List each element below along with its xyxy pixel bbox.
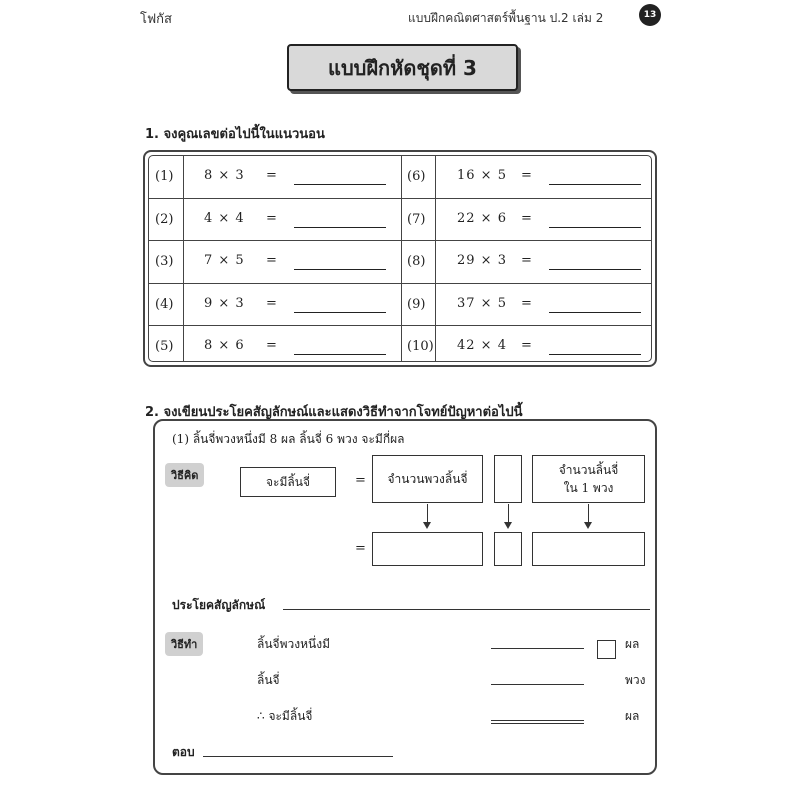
problem-number: (2) xyxy=(155,211,174,227)
operator-box[interactable] xyxy=(494,455,522,503)
equals-sign: = xyxy=(355,473,366,488)
problem-number: (10) xyxy=(407,339,434,355)
bunch-count-box: จำนวนพวงลิ้นจี่ xyxy=(372,455,483,503)
problem-number: (3) xyxy=(155,254,174,270)
answer-label: ตอบ xyxy=(172,745,195,759)
method-row-2-line[interactable] xyxy=(491,684,584,685)
equals-sign: = xyxy=(521,253,532,269)
equals-sign: = xyxy=(521,168,532,183)
answer-blank[interactable] xyxy=(294,269,386,270)
equals-sign: = xyxy=(266,338,277,354)
answer-blank[interactable] xyxy=(294,227,386,228)
method-row-3-line[interactable] xyxy=(491,720,584,721)
down-arrow-icon xyxy=(584,522,592,529)
page-title: แบบฝึกหัดชุดที่ 3 xyxy=(287,44,518,91)
multiplication-expression: 22 × 6 xyxy=(457,210,507,226)
arrow-line xyxy=(588,504,589,523)
equals-sign: = xyxy=(266,295,277,311)
method-row-3-label: ∴ จะมีลิ้นจี่ xyxy=(257,709,313,723)
answer-blank[interactable] xyxy=(294,312,386,313)
question-2-heading: 2. จงเขียนประโยคสัญลักษณ์และแสดงวิธีทำจากโจทย์ปัญหาต่อไปนี้ xyxy=(145,405,523,420)
equals-sign: = xyxy=(521,210,532,226)
word-problem-text: (1) ลิ้นจี่พวงหนึ่งมี 8 ผล ลิ้นจี่ 6 พวง จะมีกี่ผล xyxy=(172,432,405,446)
problem-number: (6) xyxy=(407,169,426,184)
problem-cell xyxy=(401,284,652,327)
multiplication-expression: 8 × 6 xyxy=(204,338,245,354)
per-bunch-line2: ใน 1 พวง xyxy=(563,481,614,495)
per-bunch-box xyxy=(532,455,645,503)
equals-sign: = xyxy=(521,295,532,311)
equals-sign: = xyxy=(266,168,277,183)
method-row-1-line[interactable] xyxy=(491,648,584,649)
problem-cell xyxy=(401,156,652,199)
answer-blank[interactable] xyxy=(549,227,641,228)
problem-cell xyxy=(149,156,401,199)
multiplication-expression: 37 × 5 xyxy=(457,295,507,311)
number-sentence-label: ประโยคสัญลักษณ์ xyxy=(172,598,266,612)
unit-label: ผล xyxy=(625,637,640,651)
arrow-line xyxy=(508,504,509,523)
total-box: จะมีลิ้นจี่ xyxy=(240,467,336,497)
header-left-text: โฟกัส xyxy=(140,12,172,27)
per-bunch-line1: จำนวนลิ้นจี่ xyxy=(558,463,619,477)
answer-blank[interactable] xyxy=(549,184,641,185)
down-arrow-icon xyxy=(504,522,512,529)
unit-label: ผล xyxy=(625,709,640,723)
problem-number: (5) xyxy=(155,339,174,355)
answer-blank[interactable] xyxy=(549,269,641,270)
method-row-2-label: ลิ้นจี่ xyxy=(257,673,280,687)
problem-number: (4) xyxy=(155,296,174,312)
multiplication-expression: 9 × 3 xyxy=(204,295,245,311)
problem-cell xyxy=(149,326,401,362)
operator-square[interactable] xyxy=(597,640,616,659)
problem-cell xyxy=(401,326,652,362)
multiplication-expression: 8 × 3 xyxy=(204,168,245,183)
equals-sign: = xyxy=(521,338,532,354)
unit-label: พวง xyxy=(625,673,646,687)
multiplication-expression: 42 × 4 xyxy=(457,338,507,354)
answer-box-bunches[interactable] xyxy=(372,532,483,566)
answer-blank[interactable] xyxy=(549,354,641,355)
multiplication-expression: 29 × 3 xyxy=(457,253,507,269)
multiplication-table xyxy=(143,150,657,367)
answer-blank[interactable] xyxy=(294,354,386,355)
equals-sign: = xyxy=(266,253,277,269)
page-number-badge: 13 xyxy=(639,4,661,26)
think-tag: วิธีคิด xyxy=(165,463,204,487)
answer-line[interactable] xyxy=(203,756,393,757)
problem-number: (9) xyxy=(407,296,426,312)
problem-cell xyxy=(401,241,652,284)
problem-number: (7) xyxy=(407,211,426,227)
method-tag: วิธีทำ xyxy=(165,632,203,656)
problem-number: (8) xyxy=(407,254,426,270)
equals-sign: = xyxy=(266,210,277,226)
answer-box-operator[interactable] xyxy=(494,532,522,566)
problem-cell xyxy=(149,199,401,242)
equals-sign: = xyxy=(355,541,366,556)
problem-cell xyxy=(149,284,401,327)
double-underline xyxy=(491,723,584,724)
answer-blank[interactable] xyxy=(294,184,386,185)
problem-cell xyxy=(149,241,401,284)
multiplication-expression: 16 × 5 xyxy=(457,168,507,183)
method-row-1-label: ลิ้นจี่พวงหนึ่งมี xyxy=(257,637,330,651)
arrow-line xyxy=(427,504,428,523)
multiplication-expression: 4 × 4 xyxy=(204,210,245,226)
problem-cell xyxy=(401,199,652,242)
answer-box-per-bunch[interactable] xyxy=(532,532,645,566)
header-book-title: แบบฝึกคณิตศาสตร์พื้นฐาน ป.2 เล่ม 2 xyxy=(408,11,604,25)
multiplication-expression: 7 × 5 xyxy=(204,253,245,269)
number-sentence-line[interactable] xyxy=(283,609,650,610)
answer-blank[interactable] xyxy=(549,312,641,313)
question-1-heading: 1. จงคูณเลขต่อไปนี้ในแนวนอน xyxy=(145,127,325,142)
down-arrow-icon xyxy=(423,522,431,529)
problem-number: (1) xyxy=(155,169,174,184)
